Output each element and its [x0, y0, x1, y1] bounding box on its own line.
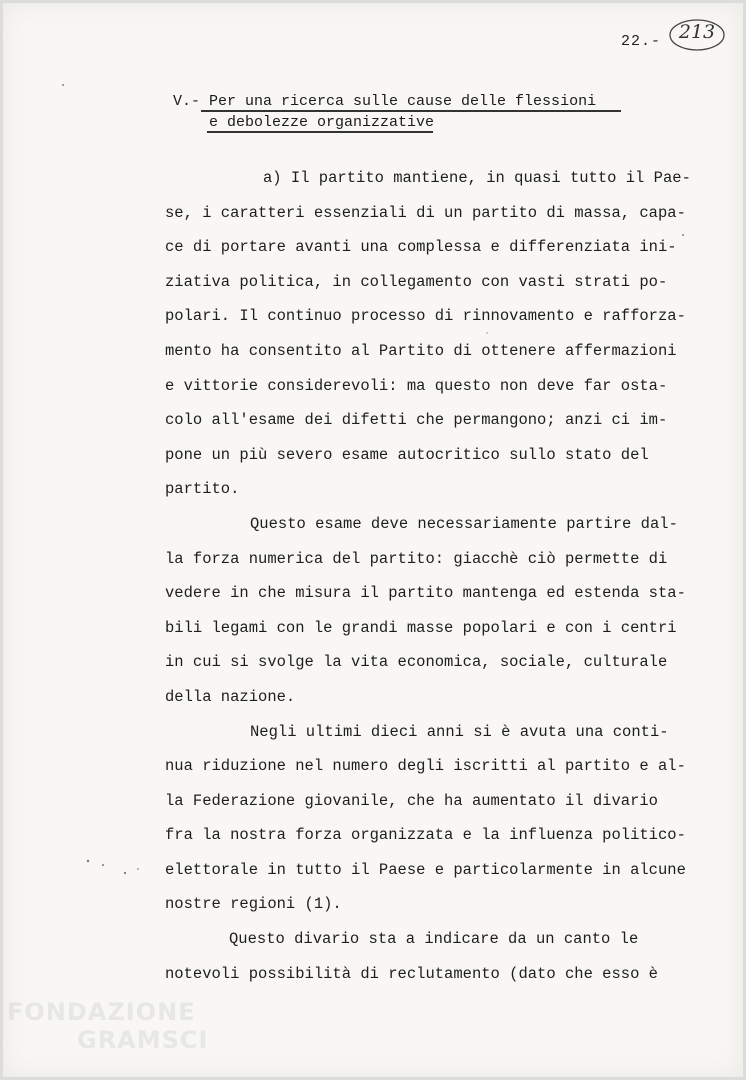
- document-page: [3, 3, 743, 1077]
- text-line: notevoli possibilità di reclutamento (dato che esso è: [165, 964, 658, 983]
- text-line: a) Il partito mantiene, in quasi tutto il Pae-: [263, 169, 691, 187]
- text-line: fra la nostra forza organizzata e la influenza politico-: [165, 826, 686, 845]
- text-line: la Federazione giovanile, che ha aumentato il divario: [165, 791, 658, 810]
- body-text: [165, 161, 691, 991]
- text-line: mento ha consentito al Partito di ottenere affermazioni: [165, 341, 677, 360]
- heading-underline-2: [207, 131, 433, 133]
- text-line: elettorale in tutto il Paese e particolarmente in alcune: [165, 860, 686, 879]
- text-line: Negli ultimi dieci anni si è avuta una conti-: [250, 722, 669, 741]
- text-line: nostre regioni (1).: [165, 895, 342, 914]
- text-line: Questo esame deve necessariamente partire dal-: [250, 514, 678, 533]
- text-line: se, i caratteri essenziali di un partito di massa, capa-: [165, 203, 686, 222]
- page-number: 22.-: [621, 33, 662, 50]
- text-line: ce di portare avanti una complessa e differenziata ini-: [165, 238, 677, 257]
- text-line: in cui si svolge la vita economica, sociale, culturale: [165, 653, 668, 672]
- text-line: nua riduzione nel numero degli iscritti al partito e al-: [165, 757, 686, 776]
- text-line: colo all'esame dei difetti che permangono; anzi ci im-: [165, 411, 668, 430]
- text-line: la forza numerica del partito: giacchè ciò permette di: [165, 549, 668, 568]
- heading-line-1: V.- Per una ricerca sulle cause delle flessioni: [173, 93, 597, 110]
- handwritten-number-text: 213: [678, 21, 716, 43]
- archive-watermark: [7, 998, 207, 1054]
- text-line: vedere in che misura il partito mantenga ed estenda sta-: [165, 584, 686, 603]
- watermark-line-2: GRAMSCI: [77, 1026, 209, 1054]
- text-line: ziativa politica, in collegamento con vasti strati po-: [165, 272, 668, 291]
- text-line: Questo divario sta a indicare da un canto le: [229, 930, 639, 949]
- text-line: della nazione.: [165, 687, 296, 706]
- watermark-line-1: FONDAZIONE: [7, 998, 196, 1026]
- handwritten-page-number: [667, 17, 727, 53]
- heading-line-2: e debolezze organizzative: [209, 114, 435, 131]
- text-line: polari. Il continuo processo di rinnovamento e rafforza-: [165, 307, 686, 326]
- text-line: partito.: [165, 480, 240, 499]
- text-line: e vittorie considerevoli: ma questo non deve far osta-: [165, 376, 668, 395]
- text-line: bili legami con le grandi masse popolari e con i centri: [165, 618, 677, 637]
- text-line: pone un più severo esame autocritico sullo stato del: [165, 445, 649, 464]
- section-heading: [173, 91, 603, 133]
- heading-underline-1: [201, 110, 621, 112]
